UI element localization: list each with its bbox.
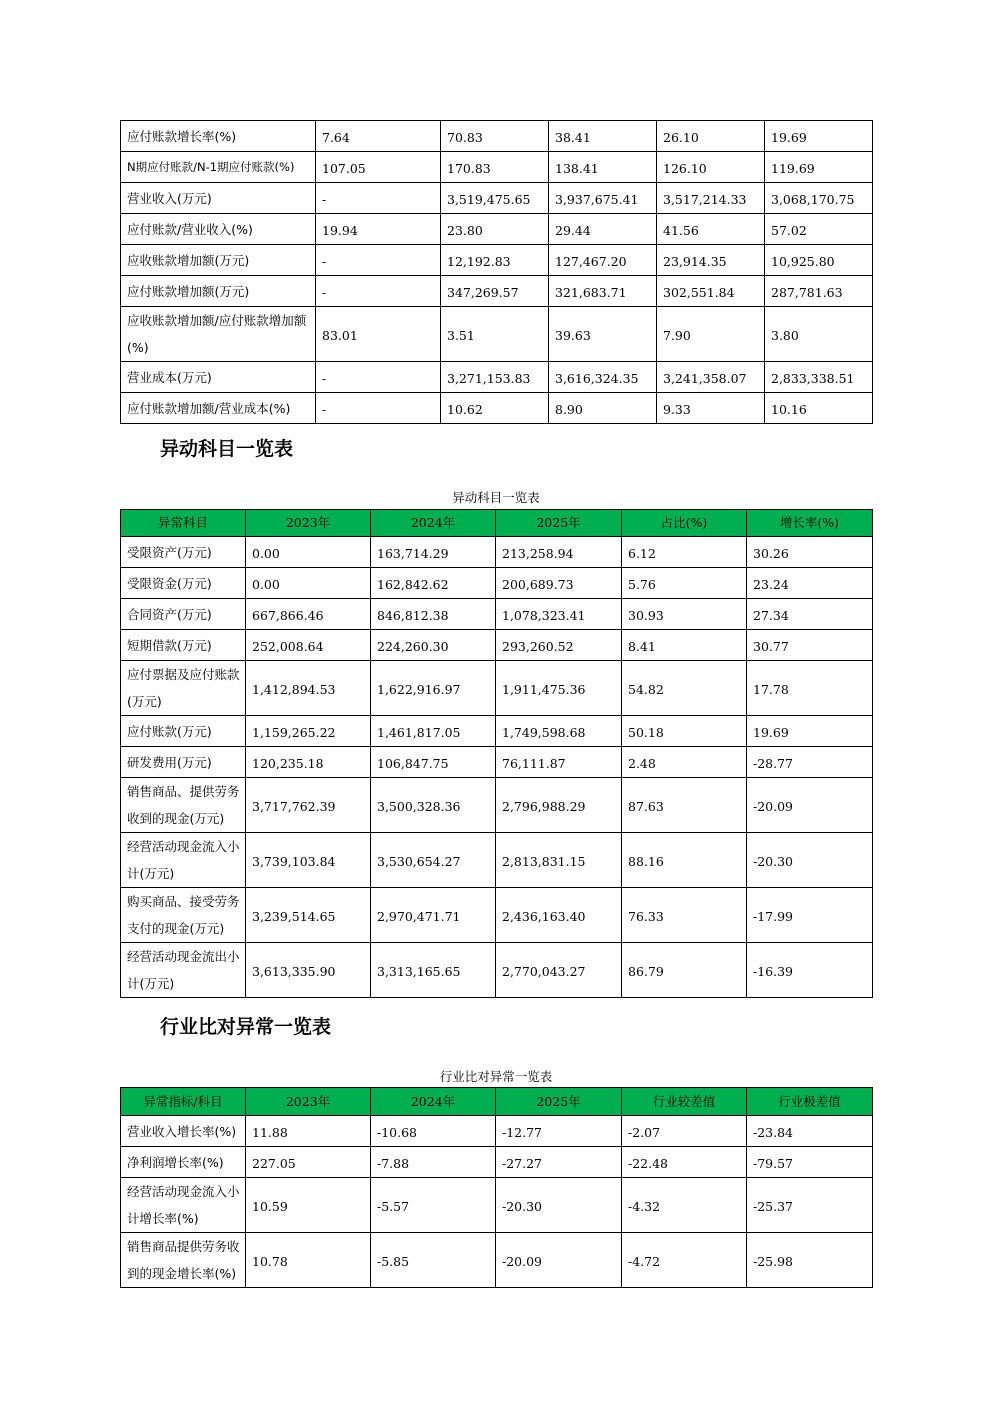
table-row <box>121 833 873 888</box>
cell-value: 38.41 <box>549 121 657 152</box>
cell-value: 287,781.63 <box>765 276 873 307</box>
cell-value: - <box>316 362 441 393</box>
cell-value: -22.48 <box>622 1147 747 1178</box>
cell-value: 41.56 <box>657 214 765 245</box>
cell-value: 1,622,916.97 <box>371 661 496 716</box>
cell-value: -25.37 <box>747 1178 873 1233</box>
row-label: 应收账款增加额/应付账款增加额(%) <box>121 307 316 362</box>
cell-value: 76.33 <box>622 888 747 943</box>
cell-value: -17.99 <box>747 888 873 943</box>
table-row <box>121 1178 873 1233</box>
cell-value: -4.32 <box>622 1178 747 1233</box>
table-caption: 异动科目一览表 <box>452 490 540 505</box>
cell-value: -23.84 <box>747 1116 873 1147</box>
row-label: 销售商品、提供劳务收到的现金(万元) <box>121 778 246 833</box>
cell-value: 10.78 <box>246 1233 371 1288</box>
table-row <box>121 599 873 630</box>
cell-value: - <box>316 276 441 307</box>
cell-value: 5.76 <box>622 568 747 599</box>
row-label: 营业收入增长率(%) <box>121 1116 246 1147</box>
column-header: 2023年 <box>246 1088 371 1116</box>
cell-value: 39.63 <box>549 307 657 362</box>
cell-value: -4.72 <box>622 1233 747 1288</box>
cell-value: 23.24 <box>747 568 873 599</box>
industry-comparison-table <box>120 1087 873 1288</box>
cell-value: 106,847.75 <box>371 747 496 778</box>
row-label: 应付账款增加额/营业成本(%) <box>121 393 316 424</box>
cell-value: 76,111.87 <box>496 747 622 778</box>
row-label: 购买商品、接受劳务支付的现金(万元) <box>121 888 246 943</box>
cell-value: 87.63 <box>622 778 747 833</box>
cell-value: -16.39 <box>747 943 873 998</box>
row-label: N期应付账款/N-1期应付账款(%) <box>121 152 316 183</box>
payables-table-body <box>121 121 873 424</box>
cell-value: 29.44 <box>549 214 657 245</box>
cell-value: 163,714.29 <box>371 537 496 568</box>
cell-value: 3,616,324.35 <box>549 362 657 393</box>
cell-value: 17.78 <box>747 661 873 716</box>
payables-analysis-table <box>120 120 873 424</box>
cell-value: -5.57 <box>371 1178 496 1233</box>
cell-value: 88.16 <box>622 833 747 888</box>
cell-value: 1,911,475.36 <box>496 661 622 716</box>
row-label: 应付账款/营业收入(%) <box>121 214 316 245</box>
cell-value: 10.16 <box>765 393 873 424</box>
row-label: 经营活动现金流出小计(万元) <box>121 943 246 998</box>
row-label: 营业收入(万元) <box>121 183 316 214</box>
cell-value: 119.69 <box>765 152 873 183</box>
cell-value: 138.41 <box>549 152 657 183</box>
industry-comparison-body <box>121 1116 873 1288</box>
cell-value: 19.69 <box>765 121 873 152</box>
cell-value: -10.68 <box>371 1116 496 1147</box>
cell-value: 3,068,170.75 <box>765 183 873 214</box>
cell-value: - <box>316 183 441 214</box>
cell-value: 54.82 <box>622 661 747 716</box>
table-row <box>121 393 873 424</box>
cell-value: -20.09 <box>496 1233 622 1288</box>
cell-value: 170.83 <box>441 152 549 183</box>
cell-value: 2,436,163.40 <box>496 888 622 943</box>
cell-value: 302,551.84 <box>657 276 765 307</box>
cell-value: 321,683.71 <box>549 276 657 307</box>
cell-value: -25.98 <box>747 1233 873 1288</box>
column-header: 2024年 <box>371 510 496 537</box>
table-row <box>121 943 873 998</box>
table-row <box>121 537 873 568</box>
column-header: 增长率(%) <box>747 510 873 537</box>
cell-value: 3.80 <box>765 307 873 362</box>
cell-value: 10.62 <box>441 393 549 424</box>
cell-value: 6.12 <box>622 537 747 568</box>
column-header: 2025年 <box>496 510 622 537</box>
column-header: 2025年 <box>496 1088 622 1116</box>
table-row <box>121 1116 873 1147</box>
cell-value: 0.00 <box>246 537 371 568</box>
cell-value: 50.18 <box>622 716 747 747</box>
cell-value: -20.09 <box>747 778 873 833</box>
table-row <box>121 214 873 245</box>
abnormal-items-body <box>121 537 873 998</box>
cell-value: 3,241,358.07 <box>657 362 765 393</box>
table-row <box>121 1147 873 1178</box>
row-label: 销售商品提供劳务收到的现金增长率(%) <box>121 1233 246 1288</box>
column-header: 行业较差值 <box>622 1088 747 1116</box>
cell-value: -28.77 <box>747 747 873 778</box>
cell-value: 70.83 <box>441 121 549 152</box>
table-header <box>121 510 873 537</box>
row-label: 应收账款增加额(万元) <box>121 245 316 276</box>
cell-value: 3,937,675.41 <box>549 183 657 214</box>
table-row <box>121 152 873 183</box>
row-label: 受限资产(万元) <box>121 537 246 568</box>
cell-value: - <box>316 245 441 276</box>
cell-value: 846,812.38 <box>371 599 496 630</box>
cell-value: 9.33 <box>657 393 765 424</box>
row-label: 营业成本(万元) <box>121 362 316 393</box>
section-heading-industry-comparison: 行业比对异常一览表 <box>160 1016 332 1038</box>
table-row <box>121 716 873 747</box>
row-label: 短期借款(万元) <box>121 630 246 661</box>
cell-value: 213,258.94 <box>496 537 622 568</box>
cell-value: 1,078,323.41 <box>496 599 622 630</box>
table-row <box>121 307 873 362</box>
cell-value: 293,260.52 <box>496 630 622 661</box>
cell-value: 7.90 <box>657 307 765 362</box>
table-row <box>121 778 873 833</box>
cell-value: 2,813,831.15 <box>496 833 622 888</box>
cell-value: 3,717,762.39 <box>246 778 371 833</box>
cell-value: 3.51 <box>441 307 549 362</box>
row-label: 净利润增长率(%) <box>121 1147 246 1178</box>
cell-value: - <box>316 393 441 424</box>
cell-value: -12.77 <box>496 1116 622 1147</box>
row-label: 应付票据及应付账款(万元) <box>121 661 246 716</box>
cell-value: 3,613,335.90 <box>246 943 371 998</box>
cell-value: 2,796,988.29 <box>496 778 622 833</box>
cell-value: 8.90 <box>549 393 657 424</box>
table-row <box>121 630 873 661</box>
cell-value: 224,260.30 <box>371 630 496 661</box>
cell-value: 8.41 <box>622 630 747 661</box>
cell-value: -5.85 <box>371 1233 496 1288</box>
cell-value: -79.57 <box>747 1147 873 1178</box>
column-header: 2023年 <box>246 510 371 537</box>
cell-value: 0.00 <box>246 568 371 599</box>
cell-value: 347,269.57 <box>441 276 549 307</box>
cell-value: 19.94 <box>316 214 441 245</box>
cell-value: 83.01 <box>316 307 441 362</box>
column-header: 异常指标/科目 <box>121 1088 246 1116</box>
abnormal-items-table <box>120 509 873 998</box>
cell-value: 57.02 <box>765 214 873 245</box>
cell-value: -7.88 <box>371 1147 496 1178</box>
cell-value: 2,770,043.27 <box>496 943 622 998</box>
cell-value: 2.48 <box>622 747 747 778</box>
cell-value: 12,192.83 <box>441 245 549 276</box>
row-label: 研发费用(万元) <box>121 747 246 778</box>
cell-value: 3,500,328.36 <box>371 778 496 833</box>
cell-value: 19.69 <box>747 716 873 747</box>
column-header: 异常科目 <box>121 510 246 537</box>
table-row <box>121 661 873 716</box>
cell-value: 23,914.35 <box>657 245 765 276</box>
cell-value: 7.64 <box>316 121 441 152</box>
cell-value: 30.77 <box>747 630 873 661</box>
cell-value: 11.88 <box>246 1116 371 1147</box>
table-row <box>121 747 873 778</box>
cell-value: 3,739,103.84 <box>246 833 371 888</box>
cell-value: 26.10 <box>657 121 765 152</box>
cell-value: 3,271,153.83 <box>441 362 549 393</box>
cell-value: 1,749,598.68 <box>496 716 622 747</box>
cell-value: -27.27 <box>496 1147 622 1178</box>
cell-value: 3,517,214.33 <box>657 183 765 214</box>
row-label: 应付账款(万元) <box>121 716 246 747</box>
table-row <box>121 888 873 943</box>
cell-value: 3,239,514.65 <box>246 888 371 943</box>
table-header <box>121 1088 873 1116</box>
cell-value: -20.30 <box>747 833 873 888</box>
section-heading-abnormal-items: 异动科目一览表 <box>160 438 294 460</box>
cell-value: 27.34 <box>747 599 873 630</box>
table-row <box>121 276 873 307</box>
cell-value: 200,689.73 <box>496 568 622 599</box>
table-caption: 行业比对异常一览表 <box>439 1069 553 1084</box>
column-header: 行业极差值 <box>747 1088 873 1116</box>
cell-value: 3,530,654.27 <box>371 833 496 888</box>
cell-value: 120,235.18 <box>246 747 371 778</box>
cell-value: 127,467.20 <box>549 245 657 276</box>
table-row <box>121 245 873 276</box>
column-header: 2024年 <box>371 1088 496 1116</box>
cell-value: 30.26 <box>747 537 873 568</box>
cell-value: 227.05 <box>246 1147 371 1178</box>
row-label: 经营活动现金流入小计增长率(%) <box>121 1178 246 1233</box>
cell-value: 30.93 <box>622 599 747 630</box>
cell-value: 162,842.62 <box>371 568 496 599</box>
cell-value: 667,866.46 <box>246 599 371 630</box>
table-row <box>121 1233 873 1288</box>
row-label: 应付账款增长率(%) <box>121 121 316 152</box>
cell-value: 10,925.80 <box>765 245 873 276</box>
table-row <box>121 183 873 214</box>
table-row <box>121 121 873 152</box>
row-label: 受限资金(万元) <box>121 568 246 599</box>
cell-value: 1,159,265.22 <box>246 716 371 747</box>
cell-value: 86.79 <box>622 943 747 998</box>
row-label: 合同资产(万元) <box>121 599 246 630</box>
cell-value: 23.80 <box>441 214 549 245</box>
cell-value: 1,412,894.53 <box>246 661 371 716</box>
cell-value: 10.59 <box>246 1178 371 1233</box>
cell-value: 107.05 <box>316 152 441 183</box>
cell-value: 252,008.64 <box>246 630 371 661</box>
row-label: 经营活动现金流入小计(万元) <box>121 833 246 888</box>
cell-value: 3,519,475.65 <box>441 183 549 214</box>
cell-value: 3,313,165.65 <box>371 943 496 998</box>
table-row <box>121 362 873 393</box>
cell-value: 2,970,471.71 <box>371 888 496 943</box>
cell-value: 1,461,817.05 <box>371 716 496 747</box>
cell-value: -20.30 <box>496 1178 622 1233</box>
cell-value: 2,833,338.51 <box>765 362 873 393</box>
table-row <box>121 568 873 599</box>
row-label: 应付账款增加额(万元) <box>121 276 316 307</box>
cell-value: 126.10 <box>657 152 765 183</box>
column-header: 占比(%) <box>622 510 747 537</box>
cell-value: -2.07 <box>622 1116 747 1147</box>
